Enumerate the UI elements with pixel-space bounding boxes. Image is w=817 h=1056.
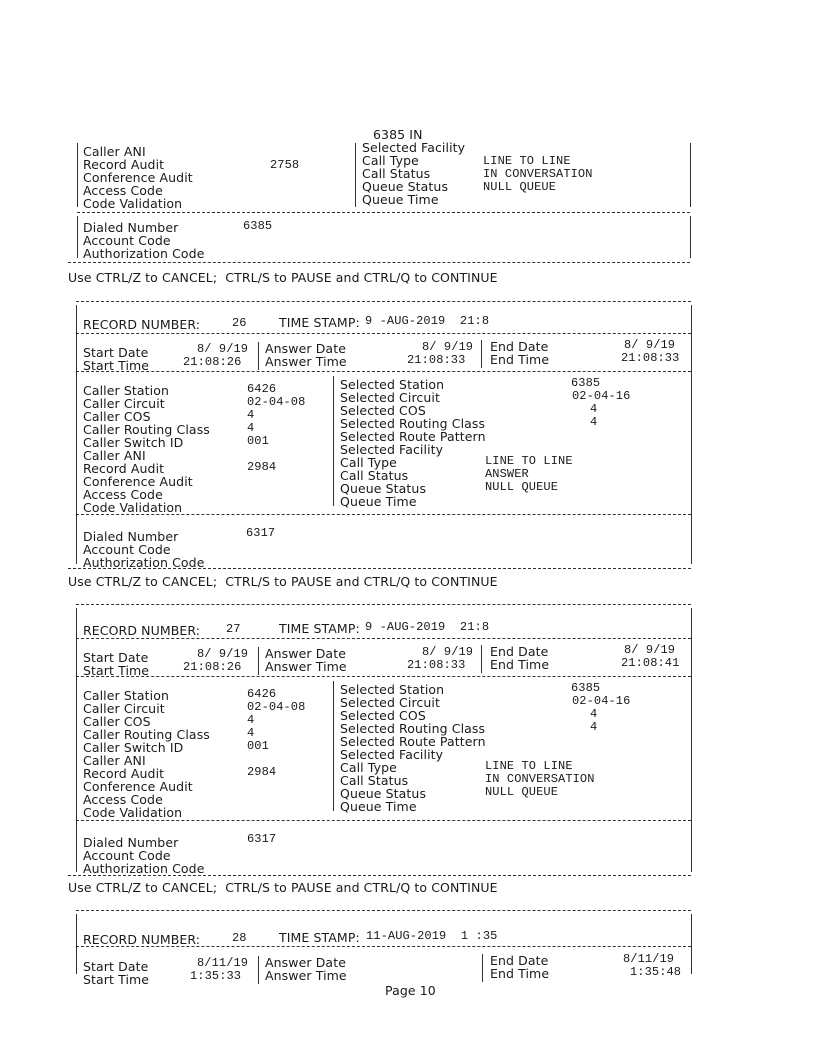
caller-cos-label: Caller COS [83, 409, 151, 424]
call-status-value: IN CONVERSATION [485, 772, 595, 786]
selected-facility-label: Selected Facility [362, 140, 466, 155]
record-audit-value: 2758 [270, 158, 300, 172]
selected-facility-label: Selected Facility [340, 747, 444, 762]
start-date-value: 8/ 9/19 [197, 647, 249, 661]
selected-cos-value: 4 [590, 707, 598, 721]
record-audit-label: Record Audit [83, 766, 165, 781]
caller-switch-id-label: Caller Switch ID [83, 435, 184, 450]
conference-audit-label: Conference Audit [83, 474, 193, 489]
caller-station-label: Caller Station [83, 688, 169, 703]
start-time-value: 21:08:26 [183, 355, 242, 369]
selected-circuit-label: Selected Circuit [340, 695, 440, 710]
start-date-label: Start Date [83, 650, 149, 665]
queue-time-label: Queue Time [362, 192, 439, 207]
end-date-value: 8/11/19 [623, 952, 675, 966]
code-validation-label: Code Validation [83, 196, 183, 211]
selected-circuit-value: 02-04-16 [572, 694, 631, 708]
start-date-label: Start Date [83, 345, 149, 360]
record-audit-value: 2984 [247, 460, 277, 474]
call-type-label: Call Type [340, 455, 397, 470]
end-date-label: End Date [490, 644, 549, 659]
selected-circuit-label: Selected Circuit [340, 390, 440, 405]
control-prompt: Use CTRL/Z to CANCEL; CTRL/S to PAUSE and CTRL/Q to CONTINUE [68, 574, 498, 589]
authorization-code-label: Authorization Code [83, 246, 205, 261]
record-number-label: RECORD NUMBER: [83, 623, 201, 638]
start-time-label: Start Time [83, 972, 150, 987]
selected-cos-value: 4 [590, 402, 598, 416]
end-date-label: End Date [490, 953, 549, 968]
start-time-label: Start Time [83, 358, 150, 373]
caller-station-value: 6426 [247, 687, 277, 701]
call-status-label: Call Status [340, 468, 409, 483]
queue-status-value: NULL QUEUE [483, 180, 557, 194]
caller-switch-id-label: Caller Switch ID [83, 740, 184, 755]
answer-date-value: 8/ 9/19 [422, 340, 474, 354]
caller-circuit-label: Caller Circuit [83, 396, 165, 411]
conference-audit-label: Conference Audit [83, 170, 193, 185]
answer-date-value: 8/ 9/19 [422, 645, 474, 659]
queue-time-label: Queue Time [340, 494, 417, 509]
authorization-code-label: Authorization Code [83, 861, 205, 876]
queue-status-label: Queue Status [340, 786, 427, 801]
call-status-label: Call Status [362, 166, 431, 181]
control-prompt: Use CTRL/Z to CANCEL; CTRL/S to PAUSE and CTRL/Q to CONTINUE [68, 880, 498, 895]
access-code-label: Access Code [83, 183, 163, 198]
time-stamp-value: 9 -AUG-2019 21:8 [365, 314, 490, 328]
record-number-label: RECORD NUMBER: [83, 317, 201, 332]
conference-audit-label: Conference Audit [83, 779, 193, 794]
caller-station-label: Caller Station [83, 383, 169, 398]
end-time-label: End Time [490, 966, 550, 981]
record-audit-value: 2984 [247, 765, 277, 779]
authorization-code-label: Authorization Code [83, 555, 205, 570]
time-stamp-label: TIME STAMP: [279, 315, 360, 330]
caller-circuit-label: Caller Circuit [83, 701, 165, 716]
start-date-label: Start Date [83, 959, 149, 974]
time-stamp-label: TIME STAMP: [279, 930, 360, 945]
selected-routing-class-value: 4 [590, 720, 598, 734]
selected-routing-class-value: 4 [590, 415, 598, 429]
record-audit-label: Record Audit [83, 157, 165, 172]
caller-ani-label: Caller ANI [83, 448, 146, 463]
end-date-value: 8/ 9/19 [624, 643, 676, 657]
start-date-value: 8/11/19 [197, 956, 249, 970]
queue-status-label: Queue Status [340, 481, 427, 496]
caller-cos-label: Caller COS [83, 714, 151, 729]
dialed-number-label: Dialed Number [83, 220, 179, 235]
end-time-value: 21:08:41 [621, 656, 680, 670]
time-stamp-value: 11-AUG-2019 1 :35 [366, 929, 498, 943]
caller-cos-value: 4 [247, 713, 255, 727]
account-code-label: Account Code [83, 233, 171, 248]
selected-routing-class-label: Selected Routing Class [340, 416, 486, 431]
dialed-number-label: Dialed Number [83, 529, 179, 544]
answer-date-label: Answer Date [265, 646, 346, 661]
answer-date-label: Answer Date [265, 955, 346, 970]
caller-routing-class-label: Caller Routing Class [83, 422, 210, 437]
answer-time-label: Answer Time [265, 354, 347, 369]
access-code-label: Access Code [83, 487, 163, 502]
caller-circuit-value: 02-04-08 [247, 700, 306, 714]
code-validation-label: Code Validation [83, 500, 183, 515]
start-date-value: 8/ 9/19 [197, 342, 249, 356]
header-value: 6385 IN [373, 127, 423, 142]
selected-station-label: Selected Station [340, 377, 445, 392]
caller-cos-value: 4 [247, 408, 255, 422]
end-time-value: 21:08:33 [621, 351, 680, 365]
end-time-label: End Time [490, 352, 550, 367]
selected-routing-class-label: Selected Routing Class [340, 721, 486, 736]
selected-station-value: 6385 [571, 376, 601, 390]
record-audit-label: Record Audit [83, 461, 165, 476]
dialed-number-value: 6317 [246, 526, 276, 540]
time-stamp-label: TIME STAMP: [279, 621, 360, 636]
selected-cos-label: Selected COS [340, 403, 426, 418]
record-number-value: 26 [232, 316, 247, 330]
end-time-label: End Time [490, 657, 550, 672]
call-type-value: LINE TO LINE [485, 759, 573, 773]
dialed-number-value: 6317 [247, 832, 277, 846]
caller-switch-id-value: 001 [247, 434, 269, 448]
code-validation-label: Code Validation [83, 805, 183, 820]
queue-time-label: Queue Time [340, 799, 417, 814]
caller-routing-class-value: 4 [247, 726, 255, 740]
caller-ani-label: Caller ANI [83, 144, 146, 159]
caller-circuit-value: 02-04-08 [247, 395, 306, 409]
control-prompt: Use CTRL/Z to CANCEL; CTRL/S to PAUSE and CTRL/Q to CONTINUE [68, 270, 498, 285]
answer-time-label: Answer Time [265, 659, 347, 674]
page-number: Page 10 [385, 983, 436, 998]
call-type-label: Call Type [362, 153, 419, 168]
dialed-number-value: 6385 [243, 219, 273, 233]
selected-station-value: 6385 [571, 681, 601, 695]
answer-time-value: 21:08:33 [407, 658, 466, 672]
selected-route-pattern-label: Selected Route Pattern [340, 734, 486, 749]
caller-ani-label: Caller ANI [83, 753, 146, 768]
selected-cos-label: Selected COS [340, 708, 426, 723]
selected-station-label: Selected Station [340, 682, 445, 697]
account-code-label: Account Code [83, 542, 171, 557]
caller-routing-class-label: Caller Routing Class [83, 727, 210, 742]
queue-status-value: NULL QUEUE [485, 480, 559, 494]
answer-time-label: Answer Time [265, 968, 347, 983]
call-status-value: IN CONVERSATION [483, 167, 593, 181]
time-stamp-value: 9 -AUG-2019 21:8 [365, 620, 490, 634]
selected-facility-label: Selected Facility [340, 442, 444, 457]
selected-circuit-value: 02-04-16 [572, 389, 631, 403]
call-status-label: Call Status [340, 773, 409, 788]
call-type-label: Call Type [340, 760, 397, 775]
selected-route-pattern-label: Selected Route Pattern [340, 429, 486, 444]
start-time-value: 1:35:33 [190, 969, 242, 983]
record-number-label: RECORD NUMBER: [83, 932, 201, 947]
call-status-value: ANSWER [485, 467, 529, 481]
access-code-label: Access Code [83, 792, 163, 807]
start-time-value: 21:08:26 [183, 660, 242, 674]
caller-routing-class-value: 4 [247, 421, 255, 435]
answer-date-label: Answer Date [265, 341, 346, 356]
end-date-label: End Date [490, 339, 549, 354]
end-date-value: 8/ 9/19 [624, 338, 676, 352]
start-time-label: Start Time [83, 663, 150, 678]
queue-status-label: Queue Status [362, 179, 449, 194]
caller-station-value: 6426 [247, 382, 277, 396]
answer-time-value: 21:08:33 [407, 353, 466, 367]
account-code-label: Account Code [83, 848, 171, 863]
call-type-value: LINE TO LINE [485, 454, 573, 468]
caller-switch-id-value: 001 [247, 739, 269, 753]
end-time-value: 1:35:48 [630, 965, 682, 979]
dialed-number-label: Dialed Number [83, 835, 179, 850]
call-type-value: LINE TO LINE [483, 154, 571, 168]
record-number-value: 27 [226, 622, 241, 636]
queue-status-value: NULL QUEUE [485, 785, 559, 799]
record-number-value: 28 [232, 931, 247, 945]
